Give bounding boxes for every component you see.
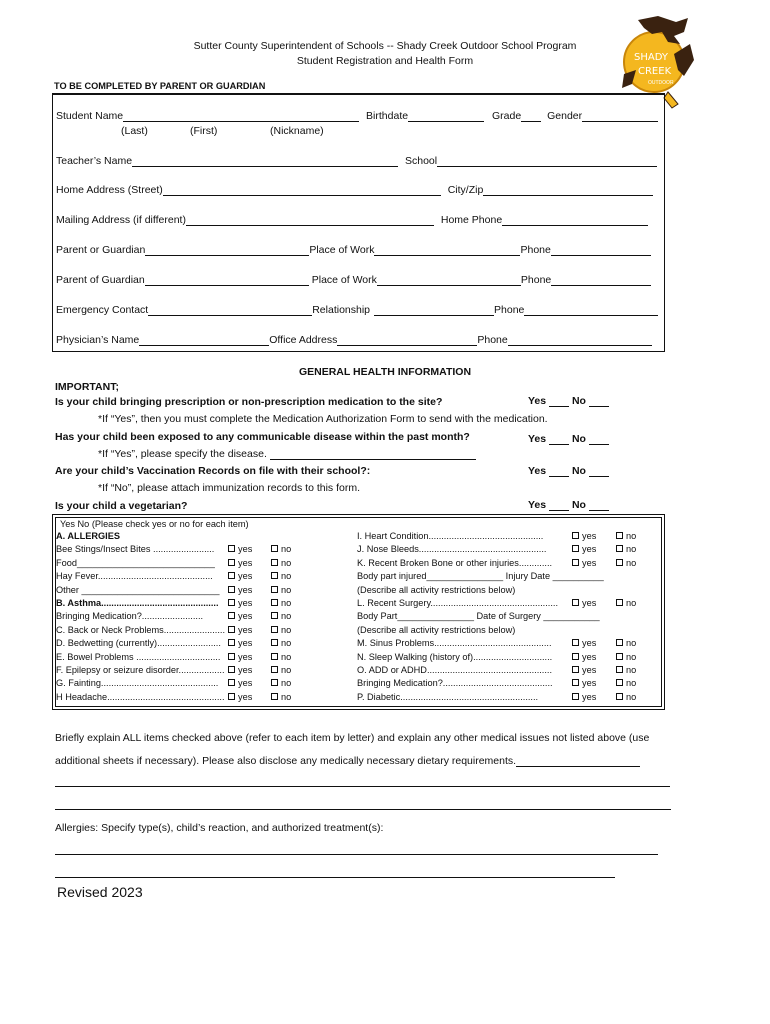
no-checkbox[interactable]: no bbox=[271, 585, 291, 595]
form-subtitle: Student Registration and Health Form bbox=[296, 55, 474, 67]
yes-checkbox[interactable]: yes bbox=[228, 571, 252, 581]
checkbox-icon bbox=[616, 653, 623, 660]
checklist-item-label: K. Recent Broken Bone or other injuries............. bbox=[357, 557, 553, 568]
no-checkbox[interactable]: no bbox=[616, 598, 636, 608]
checkbox-icon bbox=[572, 639, 579, 646]
revised-label: Revised 2023 bbox=[57, 884, 143, 900]
checklist-item-label: Other ___________________________ bbox=[56, 584, 220, 595]
yes-checkbox[interactable]: yes bbox=[572, 652, 596, 662]
birthdate-label: Birthdate bbox=[366, 110, 409, 122]
checkbox-icon bbox=[271, 559, 278, 566]
physician-label: Physician’s Name bbox=[56, 334, 140, 346]
explain-line2: additional sheets if necessary). Please also disclose any medically necessary dietary requirements. bbox=[55, 755, 640, 767]
city-zip-label: City/Zip bbox=[447, 184, 484, 196]
phone1-field[interactable] bbox=[551, 245, 651, 256]
no-checkbox[interactable]: no bbox=[271, 625, 291, 635]
no-checkbox[interactable]: no bbox=[616, 665, 636, 675]
checkbox-icon bbox=[271, 639, 278, 646]
checkbox-icon bbox=[228, 626, 235, 633]
relationship-field[interactable] bbox=[374, 305, 494, 316]
student-name-label: Student Name bbox=[56, 110, 124, 122]
parent2-row bbox=[56, 274, 651, 286]
yes-checkbox[interactable]: yes bbox=[572, 558, 596, 568]
first-label: (First) bbox=[190, 125, 218, 137]
checkbox-icon bbox=[271, 612, 278, 619]
checkbox-icon bbox=[228, 666, 235, 673]
no-checkbox[interactable]: no bbox=[271, 678, 291, 688]
checkbox-icon bbox=[572, 679, 579, 686]
teacher-row bbox=[56, 155, 657, 167]
checkbox-icon bbox=[271, 626, 278, 633]
relationship-label: Relationship bbox=[312, 304, 371, 316]
question-vaccination: Are your child’s Vaccination Records on file with their school?: bbox=[55, 465, 371, 477]
checkbox-icon bbox=[616, 559, 623, 566]
no-checkbox[interactable]: no bbox=[616, 692, 636, 702]
question-vegetarian: Is your child a vegetarian? bbox=[55, 500, 188, 512]
checklist-item-label: J. Nose Bleeds.................................................. bbox=[357, 544, 547, 555]
checklist-item-label: (Describe all activity restrictions below) bbox=[357, 584, 516, 595]
work1-label: Place of Work bbox=[309, 244, 375, 256]
home-address-label: Home Address (Street) bbox=[56, 184, 163, 196]
work2-field[interactable] bbox=[377, 275, 521, 286]
checkbox-icon bbox=[271, 545, 278, 552]
no-checkbox[interactable]: no bbox=[616, 531, 636, 541]
checklist-item-label: A. ALLERGIES bbox=[56, 531, 120, 541]
checkbox-icon bbox=[271, 586, 278, 593]
checkbox-icon bbox=[228, 545, 235, 552]
checkbox-icon bbox=[228, 693, 235, 700]
yn-disease[interactable]: Yes No bbox=[528, 433, 609, 445]
phone2-field[interactable] bbox=[551, 275, 651, 286]
yes-checkbox[interactable]: yes bbox=[228, 544, 252, 554]
no-checkbox[interactable]: no bbox=[271, 598, 291, 608]
office-address-label: Office Address bbox=[269, 334, 338, 346]
checklist-item-label: M. Sinus Problems.............................................. bbox=[357, 638, 552, 649]
phone2-label: Phone bbox=[520, 274, 552, 286]
parent2-field[interactable] bbox=[145, 275, 309, 286]
explain-line1: Briefly explain ALL items checked above (refer to each item by letter) and explain any other medical issues not listed above (use bbox=[55, 732, 650, 744]
checklist-item-label: Hay Fever............................................. bbox=[56, 571, 213, 582]
phone1-label: Phone bbox=[520, 244, 551, 256]
phone4-field[interactable] bbox=[508, 335, 652, 346]
yes-checkbox[interactable]: yes bbox=[228, 678, 252, 688]
phone3-label: Phone bbox=[494, 304, 525, 316]
yes-checkbox[interactable]: yes bbox=[228, 611, 252, 621]
yes-checkbox[interactable]: yes bbox=[572, 678, 596, 688]
no-checkbox[interactable]: no bbox=[271, 638, 291, 648]
birthdate-field[interactable] bbox=[408, 111, 484, 122]
gender-field[interactable] bbox=[582, 111, 658, 122]
checkbox-icon bbox=[271, 572, 278, 579]
office-address-field[interactable] bbox=[337, 335, 477, 346]
checklist-item-label: Body part injured_______________ Injury Date __________ bbox=[357, 571, 604, 582]
form-title: Sutter County Superintendent of Schools -- Shady Creek Outdoor School Program bbox=[193, 40, 577, 52]
last-label: (Last) bbox=[121, 125, 148, 137]
mailing-label: Mailing Address (if different) bbox=[56, 214, 186, 226]
checkbox-icon bbox=[616, 599, 623, 606]
checklist-item-label: Bee Stings/Insect Bites ........................ bbox=[56, 544, 215, 555]
checklist-item-label: (Describe all activity restrictions below) bbox=[357, 624, 516, 635]
teacher-field[interactable] bbox=[132, 156, 398, 167]
checklist-item-label: O. ADD or ADHD................................................. bbox=[357, 665, 553, 675]
home-address-field[interactable] bbox=[163, 185, 441, 196]
no-checkbox[interactable]: no bbox=[616, 544, 636, 554]
home-address-row bbox=[56, 184, 653, 196]
checklist-item-label: Bringing Medication?........................................... bbox=[357, 678, 553, 689]
parent1-row bbox=[56, 244, 651, 256]
checklist-item-label: Bringing Medication?........................ bbox=[56, 611, 204, 622]
yes-checkbox[interactable]: yes bbox=[572, 531, 596, 541]
no-checkbox[interactable]: no bbox=[271, 665, 291, 675]
emergency-field[interactable] bbox=[148, 305, 312, 316]
no-checkbox[interactable]: no bbox=[271, 544, 291, 554]
no-checkbox[interactable]: no bbox=[271, 652, 291, 662]
checkbox-icon bbox=[228, 586, 235, 593]
checklist-item-label: F. Epilepsy or seizure disorder.................. bbox=[56, 665, 225, 675]
no-checkbox[interactable]: no bbox=[616, 558, 636, 568]
checkbox-icon bbox=[616, 679, 623, 686]
yes-checkbox[interactable]: yes bbox=[228, 692, 252, 702]
gender-label: Gender bbox=[547, 110, 583, 122]
yes-checkbox[interactable]: yes bbox=[572, 638, 596, 648]
checklist-item-label: E. Bowel Problems ................................. bbox=[56, 651, 221, 662]
work1-field[interactable] bbox=[374, 245, 520, 256]
checkbox-icon bbox=[228, 599, 235, 606]
health-title: GENERAL HEALTH INFORMATION bbox=[298, 366, 472, 378]
school-field[interactable] bbox=[437, 156, 657, 167]
checklist-item-label: Food___________________________ bbox=[56, 557, 215, 568]
checkbox-icon bbox=[616, 545, 623, 552]
checkbox-icon bbox=[572, 653, 579, 660]
checkbox-icon bbox=[616, 666, 623, 673]
no-checkbox[interactable]: no bbox=[271, 611, 291, 621]
parent1-field[interactable] bbox=[145, 245, 309, 256]
logo-text-creek: CREEK bbox=[638, 66, 672, 77]
work2-label: Place of Work bbox=[311, 274, 377, 286]
explain-blank-line-2[interactable] bbox=[55, 809, 671, 810]
yes-checkbox[interactable]: yes bbox=[228, 598, 252, 608]
yes-checkbox[interactable]: yes bbox=[572, 665, 596, 675]
yes-checkbox[interactable]: yes bbox=[228, 558, 252, 568]
note-vaccination: *If “No”, please attach immunization records to this form. bbox=[98, 482, 361, 494]
logo-text-outdoor: OUTDOOR bbox=[648, 80, 674, 86]
checkbox-icon bbox=[228, 639, 235, 646]
no-checkbox[interactable]: no bbox=[271, 571, 291, 581]
allergies-label: Allergies: Specify type(s), child’s reaction, and authorized treatment(s): bbox=[55, 822, 384, 834]
checklist-item-label: L. Recent Surgery.................................................. bbox=[357, 598, 558, 608]
grade-field[interactable] bbox=[521, 111, 541, 122]
physician-field[interactable] bbox=[139, 335, 269, 346]
home-phone-field[interactable] bbox=[502, 215, 648, 226]
mailing-field[interactable] bbox=[186, 215, 434, 226]
note-medication: *If “Yes”, then you must complete the Medication Authorization Form to send with the medication. bbox=[98, 413, 548, 425]
yes-checkbox[interactable]: yes bbox=[228, 665, 252, 675]
no-checkbox[interactable]: no bbox=[271, 558, 291, 568]
checklist-item-label: B. Asthma.............................................. bbox=[56, 598, 219, 608]
checkbox-icon bbox=[271, 653, 278, 660]
checklist-item-label: I. Heart Condition............................................. bbox=[357, 531, 544, 541]
yes-checkbox[interactable]: yes bbox=[572, 544, 596, 554]
checkbox-icon bbox=[271, 666, 278, 673]
question-disease: Has your child been exposed to any communicable disease within the past month? bbox=[55, 431, 470, 443]
checklist-item-label: H Headache.............................................. bbox=[56, 691, 225, 702]
checkbox-icon bbox=[572, 545, 579, 552]
checklist-item-label: G. Fainting.............................................. bbox=[56, 678, 219, 689]
teacher-label: Teacher’s Name bbox=[56, 155, 133, 167]
yes-checkbox[interactable]: yes bbox=[572, 692, 596, 702]
yes-checkbox[interactable]: yes bbox=[572, 598, 596, 608]
yes-checkbox[interactable]: yes bbox=[228, 652, 252, 662]
important-label: IMPORTANT; bbox=[55, 381, 119, 393]
nickname-label: (Nickname) bbox=[270, 125, 324, 137]
yn-vaccination[interactable]: Yes No bbox=[528, 465, 609, 477]
checkbox-icon bbox=[228, 612, 235, 619]
parent2-label: Parent of Guardian bbox=[56, 274, 145, 286]
disease-field[interactable] bbox=[270, 449, 476, 460]
yes-checkbox[interactable]: yes bbox=[228, 625, 252, 635]
no-checkbox[interactable]: no bbox=[616, 652, 636, 662]
checklist-item-label: P. Diabetic...................................................... bbox=[357, 691, 539, 702]
phone3-field[interactable] bbox=[524, 305, 658, 316]
checkbox-icon bbox=[228, 559, 235, 566]
checklist-item-label: C. Back or Neck Problems........................ bbox=[56, 624, 225, 635]
checkbox-icon bbox=[572, 693, 579, 700]
yes-checkbox[interactable]: yes bbox=[228, 585, 252, 595]
yn-medication[interactable]: Yes No bbox=[528, 395, 609, 407]
checkbox-icon bbox=[616, 532, 623, 539]
yes-checkbox[interactable]: yes bbox=[228, 638, 252, 648]
home-phone-label: Home Phone bbox=[440, 214, 503, 226]
checkbox-icon bbox=[271, 599, 278, 606]
phone4-label: Phone bbox=[477, 334, 508, 346]
checklist-heading: Yes No (Please check yes or no for each item) bbox=[60, 519, 249, 529]
allergies-blank-line-1[interactable] bbox=[55, 854, 658, 855]
allergies-blank-line-2[interactable] bbox=[55, 877, 615, 878]
emergency-label: Emergency Contact bbox=[56, 304, 149, 316]
yn-vegetarian[interactable]: Yes No bbox=[528, 499, 609, 511]
physician-row bbox=[56, 334, 652, 346]
student-name-row bbox=[56, 110, 658, 122]
checkbox-icon bbox=[616, 693, 623, 700]
explain-blank-line-1[interactable] bbox=[55, 786, 670, 787]
note-disease: *If “Yes”, please specify the disease. bbox=[98, 448, 476, 460]
checkbox-icon bbox=[572, 666, 579, 673]
checkbox-icon bbox=[271, 693, 278, 700]
city-zip-field[interactable] bbox=[483, 185, 653, 196]
checkbox-icon bbox=[616, 639, 623, 646]
checkbox-icon bbox=[572, 559, 579, 566]
checklist-item-label: Body Part_______________ Date of Surgery ___________ bbox=[357, 611, 600, 622]
school-label: School bbox=[405, 155, 438, 167]
parent1-label: Parent or Guardian bbox=[56, 244, 146, 256]
mailing-row bbox=[56, 214, 648, 226]
logo-text-shady: SHADY bbox=[634, 52, 668, 63]
no-checkbox[interactable]: no bbox=[616, 638, 636, 648]
checkbox-icon bbox=[572, 599, 579, 606]
no-checkbox[interactable]: no bbox=[616, 678, 636, 688]
checkbox-icon bbox=[271, 679, 278, 686]
dietary-field[interactable] bbox=[516, 756, 640, 767]
checkbox-icon bbox=[228, 572, 235, 579]
completion-instruction: TO BE COMPLETED BY PARENT OR GUARDIAN bbox=[54, 81, 266, 91]
checklist-item-label: D. Bedwetting (currently)......................... bbox=[56, 638, 221, 649]
grade-label: Grade bbox=[492, 110, 522, 122]
emergency-row bbox=[56, 304, 658, 316]
question-medication: Is your child bringing prescription or non-prescription medication to the site? bbox=[55, 396, 443, 408]
checkbox-icon bbox=[228, 653, 235, 660]
checklist-item-label: N. Sleep Walking (history of)............................... bbox=[357, 651, 553, 662]
checkbox-icon bbox=[572, 532, 579, 539]
no-checkbox[interactable]: no bbox=[271, 692, 291, 702]
checkbox-icon bbox=[228, 679, 235, 686]
student-name-field[interactable] bbox=[123, 111, 359, 122]
